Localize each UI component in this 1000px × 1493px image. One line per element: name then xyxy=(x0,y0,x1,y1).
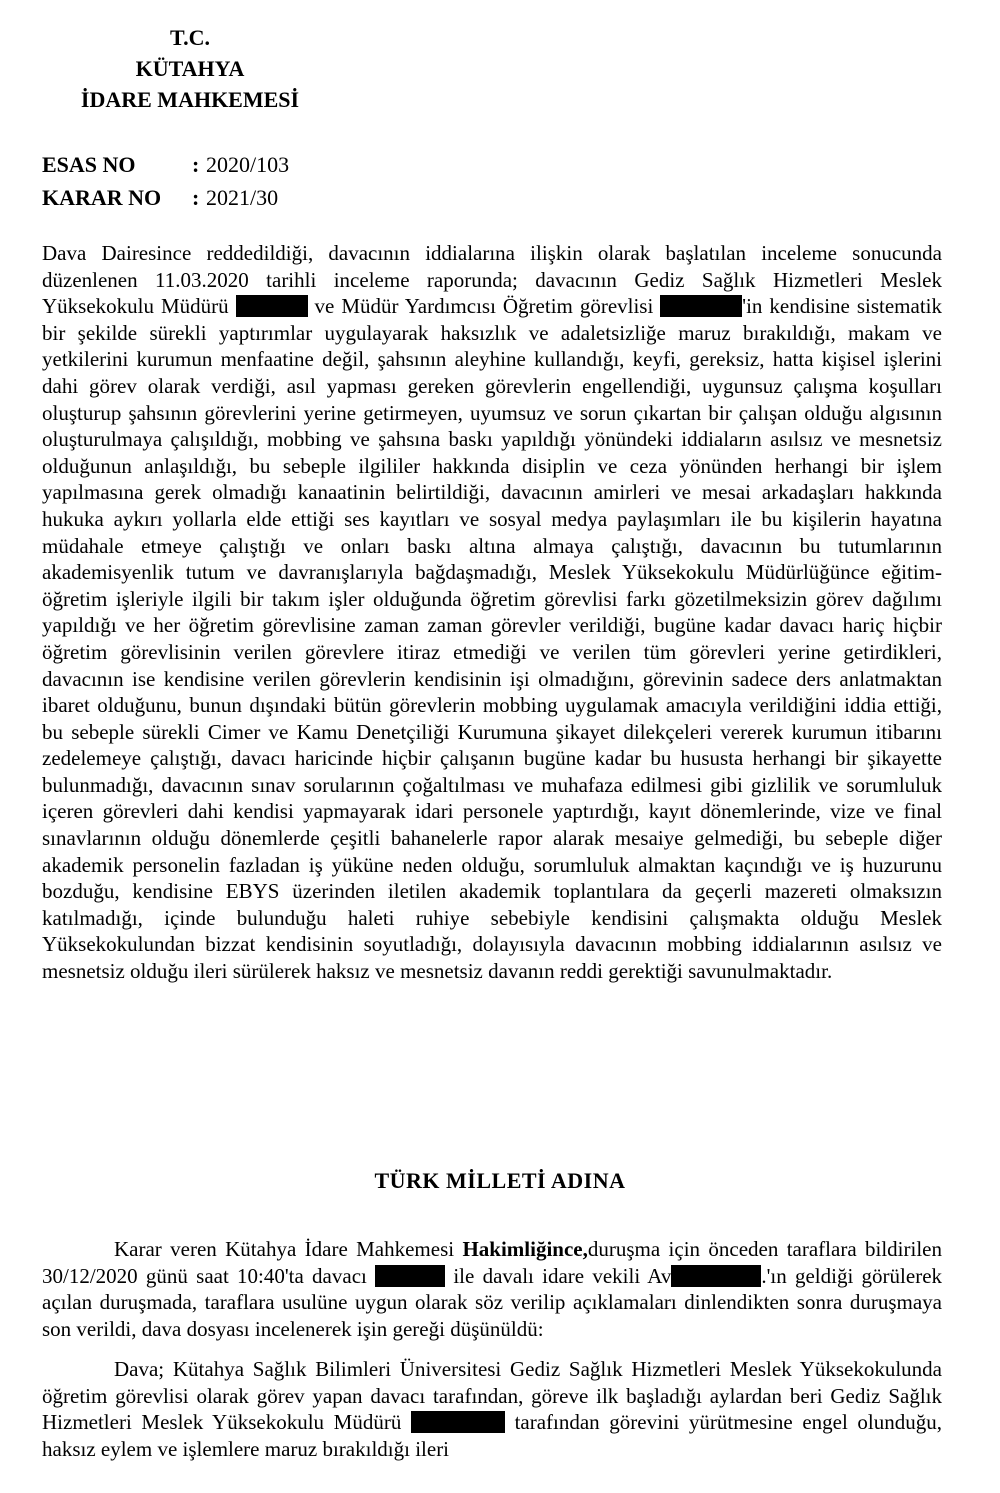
redaction-block xyxy=(411,1411,505,1433)
esas-no-row xyxy=(42,148,289,181)
section-heading: TÜRK MİLLETİ ADINA xyxy=(374,1168,626,1193)
case-numbers xyxy=(42,148,289,214)
redaction-block xyxy=(671,1265,761,1287)
redaction-block xyxy=(236,295,308,317)
karar-no-label: KARAR NO xyxy=(42,185,162,210)
karar-no-row xyxy=(42,181,289,214)
esas-no-colon: : xyxy=(192,152,200,177)
paragraph1-text-2: ve Müdür Yardımcısı Öğretim görevlisi xyxy=(307,294,661,319)
karar-no-colon: : xyxy=(192,185,200,210)
paragraph2-text-2: duruşma için önceden taraflara bildirilen 30/12/2020 günü saat 10:40'ta davacı xyxy=(42,1237,942,1288)
paragraph2-text-3: ile davalı idare vekili Av xyxy=(445,1263,672,1288)
paragraph-hearing xyxy=(42,1236,942,1342)
header-line-tc: T.C. xyxy=(170,25,210,50)
paragraph-defense-summary xyxy=(42,240,942,985)
karar-no-value: 2021/30 xyxy=(206,185,279,210)
paragraph3-text-1: Dava; Kütahya Sağlık Bilimleri Üniversitesi Gediz Sağlık Hizmetleri Meslek Yüksekokulunda öğretim görevlisi olarak görev yapan davacı tarafından, göreve ilk başladığı aylardan beri Gediz Sağlık Hizmetleri Meslek Yüksekokulu Müdürü xyxy=(42,1357,942,1435)
header-line-city: KÜTAHYA xyxy=(135,56,245,81)
paragraph2-bold: Hakimliğince, xyxy=(462,1237,588,1261)
paragraph2-text-4: .'ın geldiği görülerek açılan duruşmada, taraflara usulüne uygun olarak söz verilip açıklamaları dinlendikten sonra duruşmaya son verildi, dava dosyası incelenerek işin gereği düşünüldü: xyxy=(42,1263,943,1341)
paragraph3-text-2: tarafından görevini yürütmesine engel olunduğu, haksız eylem ve işlemlere maruz bırakıldığı ileri xyxy=(42,1410,942,1461)
redaction-block xyxy=(660,295,742,317)
header-line-court: İDARE MAHKEMESİ xyxy=(80,87,300,112)
esas-no-label: ESAS NO xyxy=(42,152,136,177)
esas-no-value: 2020/103 xyxy=(206,152,290,177)
paragraph1-text-3: 'in kendisine sistematik bir şekilde sürekli yaptırımlar uygulayarak haksızlık ve adaletsizliğe maruz bırakıldığı, makam ve yetkilerini kurumun menfaatine değil, şahsının aleyhine kullandığı, keyfi, gereksiz, hatta kişisel işlerini dahi görev olarak verdiği, asıl yapması gereken görevlerin engellendiği, uygunsuz çalışma koşulları oluşturup şahsının görevlerini yerine getirmeyen, uyumsuz ve sorun çıkartan bir çalışan olduğu algısının oluşturulmaya çalışıldığı, mobbing ve şahsına baskı yapıldığı yönündeki iddiaların asılsız ve mesnetsiz olduğunun anlaşıldığı, bu sebeple ilgililer hakkında disiplin ve ceza yönünden herhangi bir işlem yapılmasına gerek olmadığı kanaatinin belirtildiği, davacının amirleri ve mesai arkadaşları hakkında hukuka aykırı yollarla elde ettiği ses kayıtları ve sosyal medya paylaşımları ile bu kişilerin hayatına müdahale etmeye çalıştığı ve onları baskı altına almaya çalıştığı, davacının bu tutumlarının akademisyenlik tutum ve davranışlarıyla bağdaşmadığı, Meslek Yüksekokulu Müdürlüğünce eğitim-öğretim işleriyle ilgili bir takım işler olduğunda öğretim görevlisi farkı gözetilmeksizin görev dağılımı yapıldığı ve her öğretim görevlisine zaman zaman görevler verildiği, bugüne kadar davacı hariç hiçbir öğretim görevlisinin verilen görevlere itiraz etmediği ve verilen tüm görevleri yerine getirdikleri, davacının ise kendisine verilen görevlerin kendisinin işi olmadığını, görevinin sadece ders anlatmaktan ibaret olduğunu, bunun dışındaki bütün görevlerin mobbing uygulamak amacıyla verildiğini iddia ettiği, bu sebeple sürekli Cimer ve Kamu Denetçiliği Kurumuna şikayet dilekçeleri vererek kurumun itibarını zedelemeye çalıştığı, davacı haricinde hiçbir çalışanın bugüne kadar bu hususta herhangi bir şikayette bulunmadığı, davacının sınav sorularının çoğaltılması ve muhafaza edilmesi gibi gizlilik ve sorumluluk içeren görevleri dahi kendisi yapmayarak idari personele yaptırdığı, kayıt dönemlerinde, vize ve final sınavlarının olduğu dönemlerde çeşitli bahanelerle rapor alarak mesaiye gelmediği, bu sebeple diğer akademik personelin fazladan iş yüküne neden olduğu, sorumluluk almaktan kaçındığı ve iş huzurunu bozduğu, kendisine EBYS üzerinden iletilen akademik toplantılara da geçerli mazereti olmaksızın katılmadığı, içinde bulunduğu haleti ruhiye sebebiyle kendisini çalışmakta olduğu Meslek Yüksekokulundan bizzat kendisinin soyutladığı, dolayısıyla davacının mobbing iddialarının asılsız ve mesnetsiz olduğu ileri sürülerek haksız ve mesnetsiz davanın reddi gerektiği savunulmaktadır. xyxy=(42,294,942,984)
redaction-block xyxy=(375,1265,445,1287)
paragraph-case-subject xyxy=(42,1356,942,1462)
paragraph2-text-1: Karar veren Kütahya İdare Mahkemesi xyxy=(114,1237,463,1261)
paragraph1-text-1: Dava Dairesince reddedildiği, davacının iddialarına ilişkin olarak başlatılan inceleme sonucunda düzenlenen 11.03.2020 tarihli inceleme raporunda; davacının Gediz Sağlık Hizmetleri Meslek Yüksekokulu Müdürü xyxy=(42,241,942,319)
court-header xyxy=(60,22,320,115)
